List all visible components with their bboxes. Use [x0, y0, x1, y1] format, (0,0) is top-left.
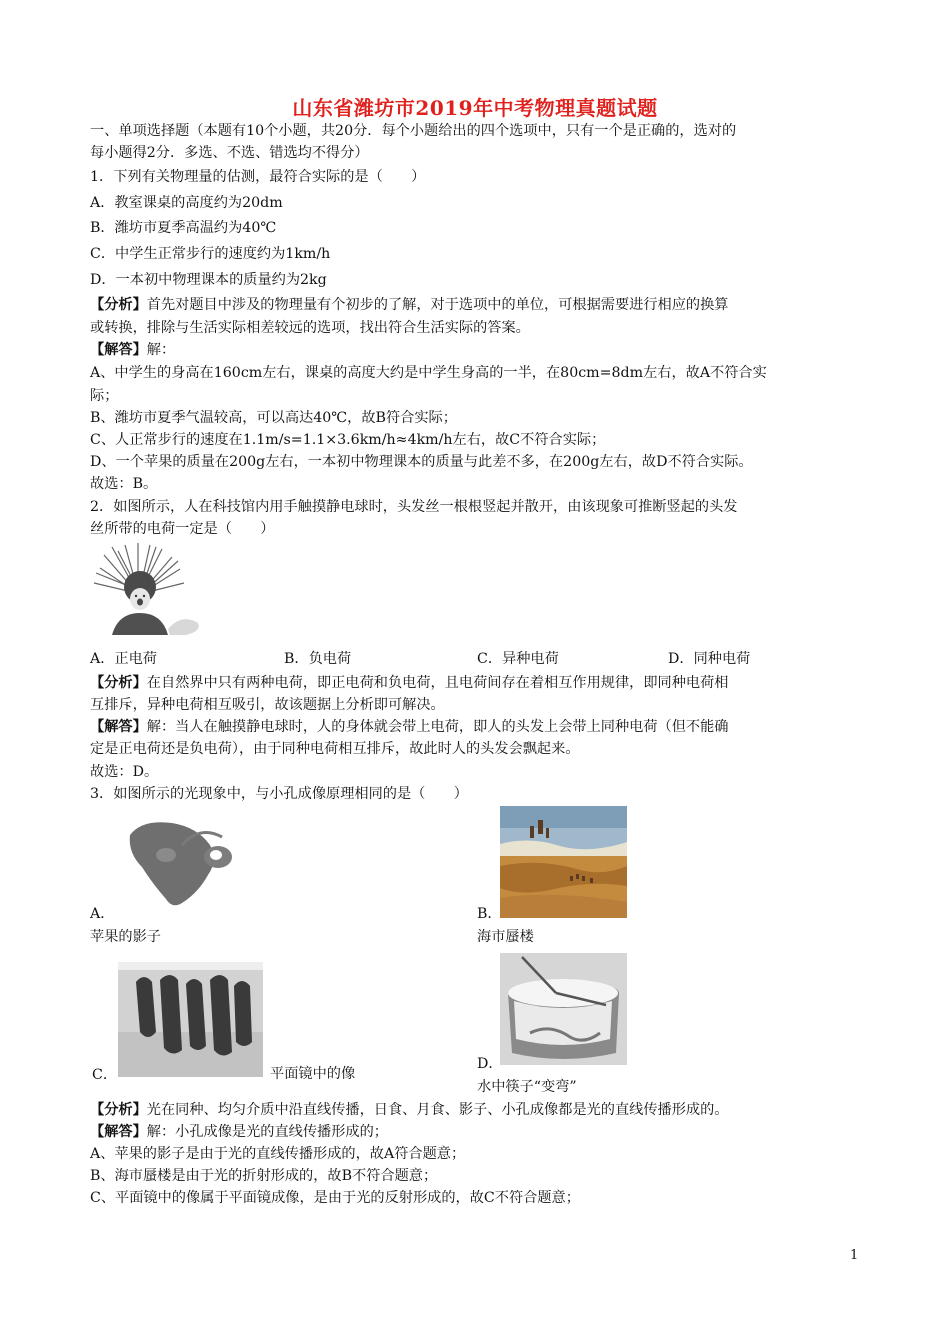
bent-chopsticks-figure [500, 953, 627, 1065]
q3-analysis [90, 1100, 728, 1120]
q2-answer-text-2: 定是正电荷还是负电荷），由于同种电荷相互排斥，故此时人的头发会飘起来。 [90, 741, 580, 757]
q2-analysis [90, 673, 728, 693]
q3-stem: 3．如图所示的光现象中，与小孔成像原理相同的是（ ） [90, 786, 468, 802]
q1-analysis [90, 295, 728, 315]
q1-answer [90, 340, 175, 360]
q1-analysis-text-2: 或转换，排除与生活实际相差较远的选项，找出符合生活实际的答案。 [90, 320, 530, 336]
q2-option-d: D．同种电荷 [668, 651, 751, 667]
q1-analysis-text-1: 首先对题目中涉及的物理量有个初步的了解，对于选项中的单位，可根据需要进行相应的换算 [146, 297, 729, 313]
q2-analysis-text-1: 在自然界中只有两种电荷，即正电荷和负电荷，且电荷间存在着相互作用规律，即同种电荷相 [146, 675, 729, 691]
q1-option-d: D．一本初中物理课本的质量约为2kg [90, 272, 327, 288]
q1-answer-line: 故选：B。 [90, 476, 158, 492]
mirage-illustration [500, 806, 627, 918]
bent-chopsticks-illustration [500, 953, 627, 1065]
q3-answer-label: 【解答】 [90, 1124, 147, 1140]
q1-answer-line: B、潍坊市夏季气温较高，可以高达40℃，故B符合实际； [90, 410, 457, 426]
static-hair-figure [90, 543, 205, 635]
section-heading-line1: 一、单项选择题（本题有10个小题，共20分．每个小题给出的四个选项中，只有一个是正确的，选对的 [90, 123, 737, 139]
q1-answer-intro: 解： [146, 342, 176, 358]
q2-analysis-label: 【分析】 [90, 675, 147, 691]
q1-answer-label: 【解答】 [90, 342, 147, 358]
q1-answer-line: D、一个苹果的质量在200g左右，一本初中物理课本的质量与此差不多，在200g左右，故D不符合实际。 [90, 454, 753, 470]
q3-option-a-letter: A． [90, 906, 115, 922]
page-number: 1 [850, 1248, 859, 1263]
q1-answer-line: C、人正常步行的速度在1.1m/s=1.1×3.6km/h≈4km/h左右，故C不符合实际； [90, 432, 606, 448]
section-heading-line2: 每小题得2分．多选、不选、错选均不得分） [90, 145, 369, 161]
mirage-figure [500, 806, 627, 918]
q3-option-c-caption: 平面镜中的像 [270, 1066, 356, 1082]
static-hair-illustration [90, 543, 205, 635]
q3-analysis-label: 【分析】 [90, 1102, 147, 1118]
q3-option-d-letter: D． [477, 1056, 503, 1072]
q2-stem-2: 丝所带的电荷一定是（ ） [90, 521, 275, 537]
q2-option-a: A．正电荷 [90, 651, 157, 667]
q2-analysis-text-2: 互排斥，异种电荷相互吸引，故该题据上分析即可解决。 [90, 697, 445, 713]
q1-analysis-label: 【分析】 [90, 297, 147, 313]
page-title: 山东省潍坊市2019年中考物理真题试题 [292, 96, 658, 120]
q3-answer-line: C、平面镜中的像属于平面镜成像，是由于光的反射形成的，故C不符合题意； [90, 1190, 580, 1206]
q3-option-b-letter: B． [477, 906, 502, 922]
q1-answer-line: A、中学生的身高在160cm左右，课桌的高度大约是中学生身高的一半，在80cm=8dm左右，故A不符合实 [90, 365, 767, 381]
q1-option-b: B．潍坊市夏季高温约为40℃ [90, 220, 277, 236]
mirror-image-figure [118, 962, 263, 1077]
q3-option-c-letter: C． [92, 1067, 118, 1083]
q3-analysis-text: 光在同种、均匀介质中沿直线传播，日食、月食、影子、小孔成像都是光的直线传播形成的。 [146, 1102, 729, 1118]
q3-option-d-caption: 水中筷子“变弯” [477, 1079, 577, 1095]
q3-answer-line: B、海市蜃楼是由于光的折射形成的，故B不符合题意； [90, 1168, 438, 1184]
q2-stem-1: 2．如图所示，人在科技馆内用手触摸静电球时，头发丝一根根竖起并散开，由该现象可推断竖起的头发 [90, 499, 738, 515]
q2-answer-text-3: 故选：D。 [90, 764, 159, 780]
q1-option-a: A．教室课桌的高度约为20dm [90, 195, 283, 211]
q2-option-c: C．异种电荷 [477, 651, 559, 667]
q3-answer-line: A、苹果的影子是由于光的直线传播形成的，故A符合题意； [90, 1146, 466, 1162]
q2-answer [90, 717, 728, 737]
mirror-image-illustration [118, 962, 263, 1077]
apple-shadow-figure [122, 815, 242, 910]
q2-answer-text-1: 解：当人在触摸静电球时，人的身体就会带上电荷，即人的头发上会带上同种电荷（但不能确 [146, 719, 729, 735]
q1-stem: 1．下列有关物理量的估测，最符合实际的是（ ） [90, 169, 426, 185]
q1-option-c: C．中学生正常步行的速度约为1km/h [90, 246, 331, 262]
q2-answer-label: 【解答】 [90, 719, 147, 735]
q3-option-b-caption: 海市蜃楼 [477, 929, 534, 945]
q3-option-a-caption: 苹果的影子 [90, 929, 161, 945]
q3-answer-intro: 解：小孔成像是光的直线传播形成的； [146, 1124, 388, 1140]
q1-answer-line: 际； [90, 388, 119, 404]
q2-option-b: B．负电荷 [284, 651, 352, 667]
apple-shadow-illustration [122, 815, 242, 910]
q3-answer [90, 1122, 388, 1142]
